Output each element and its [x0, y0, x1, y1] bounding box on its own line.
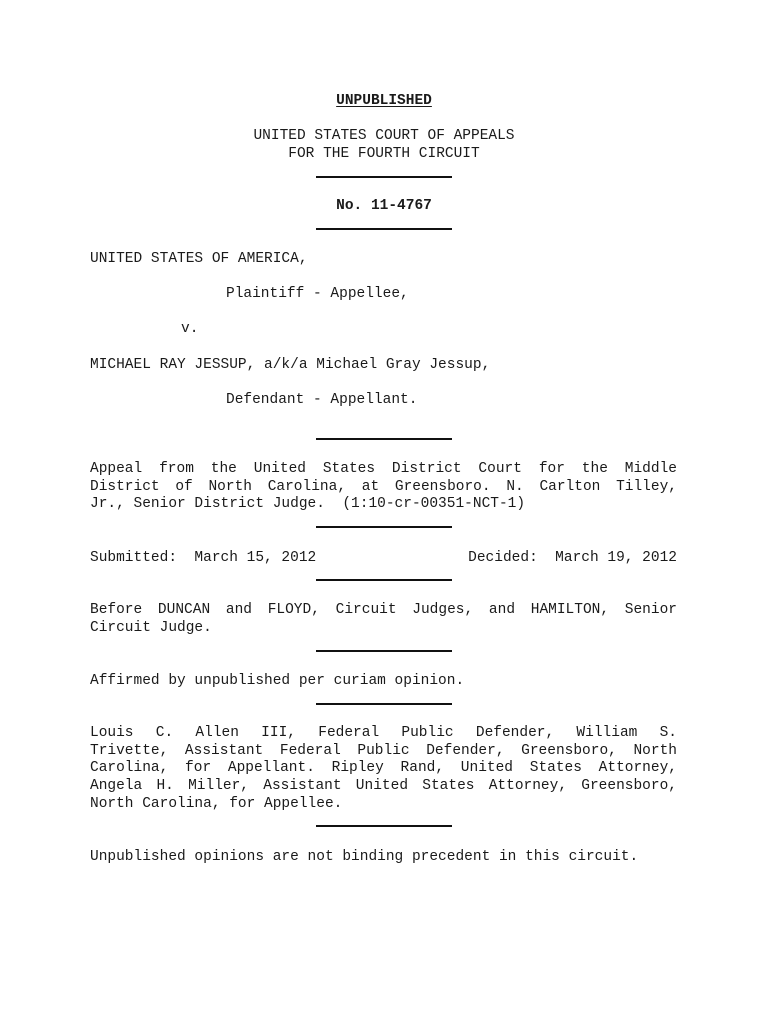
- panel-line1: Before DUNCAN and FLOYD, Circuit Judges, and HAMILTON, Senior: [90, 602, 677, 618]
- appeal-line3: Jr., Senior District Judge. (1:10-cr-00351-NCT-1): [90, 496, 526, 513]
- counsel-line5: North Carolina, for Appellee.: [90, 795, 343, 812]
- divider-rule: [316, 650, 452, 652]
- counsel-line1: Louis C. Allen III, Federal Public Defender, William S.: [90, 725, 677, 741]
- defendant-name: MICHAEL RAY JESSUP, a/k/a Michael Gray Jessup,: [90, 357, 491, 373]
- disposition-text: Affirmed by unpublished per curiam opinion.: [90, 673, 465, 689]
- court-name-line1: UNITED STATES COURT OF APPEALS: [253, 128, 515, 144]
- plaintiff-role: Plaintiff - Appellee,: [226, 286, 409, 302]
- divider-rule: [316, 228, 452, 230]
- divider-rule: [316, 703, 452, 705]
- appeal-line2: District of North Carolina, at Greensboro. N. Carlton Tilley,: [90, 478, 677, 495]
- dates-row: [90, 549, 677, 567]
- submitted-date: Submitted: March 15, 2012: [90, 550, 317, 566]
- divider-rule: [316, 176, 452, 178]
- divider-rule: [316, 438, 452, 440]
- panel-paragraph: [90, 602, 677, 637]
- decided-date: Decided: March 19, 2012: [468, 550, 677, 566]
- counsel-line3: Carolina, for Appellant. Ripley Rand, United States Attorney,: [90, 760, 677, 777]
- court-name-line2: FOR THE FOURTH CIRCUIT: [288, 146, 480, 162]
- appeal-line1: Appeal from the United States District Court for the Middle: [90, 461, 677, 477]
- precedent-notice: Unpublished opinions are not binding precedent in this circuit.: [90, 849, 639, 865]
- unpublished-heading: UNPUBLISHED: [336, 93, 432, 109]
- counsel-line4: Angela H. Miller, Assistant United States Attorney, Greensboro,: [90, 778, 677, 795]
- versus-label: v.: [181, 321, 199, 337]
- plaintiff-name: UNITED STATES OF AMERICA,: [90, 251, 308, 267]
- appeal-paragraph: [90, 461, 677, 514]
- defendant-role: Defendant - Appellant.: [226, 392, 418, 408]
- panel-line2: Circuit Judge.: [90, 619, 212, 636]
- divider-rule: [316, 579, 452, 581]
- counsel-line2: Trivette, Assistant Federal Public Defender, Greensboro, North: [90, 742, 677, 759]
- case-number: No. 11-4767: [336, 198, 432, 214]
- divider-rule: [316, 825, 452, 827]
- counsel-paragraph: [90, 725, 677, 814]
- divider-rule: [316, 526, 452, 528]
